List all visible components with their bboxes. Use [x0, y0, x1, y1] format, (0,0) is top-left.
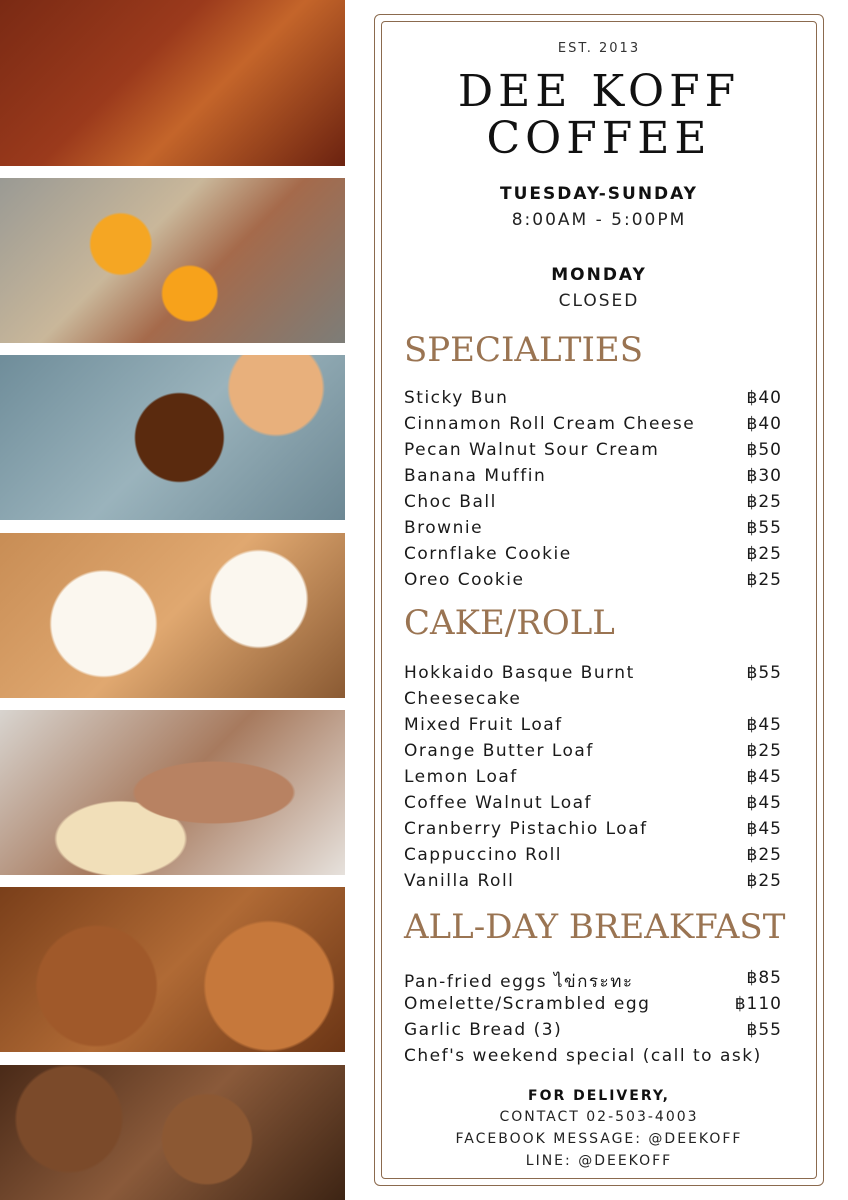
pan-fried-eggs-photo — [0, 178, 345, 343]
menu-item-price: ฿45 — [746, 715, 782, 735]
cream-cheese-rolls-photo — [0, 533, 345, 698]
menu-item-name: Hokkaido Basque Burnt — [404, 663, 635, 683]
closed-day: MONDAY — [551, 265, 647, 285]
menu-item-price: ฿45 — [746, 819, 782, 839]
cafe-name-line1: DEE KOFF — [457, 66, 741, 117]
menu-item-price: ฿40 — [746, 388, 782, 408]
menu-item-name: Cranberry Pistachio Loaf — [404, 819, 648, 839]
menu-item-price: ฿55 — [746, 518, 782, 538]
section-heading-cake-roll: CAKE/ROLL — [404, 603, 615, 643]
menu-item-name: Cornflake Cookie — [404, 544, 572, 564]
section-heading-specialties: SPECIALTIES — [404, 330, 644, 370]
menu-item-name: Banana Muffin — [404, 466, 547, 486]
menu-item-name: Vanilla Roll — [404, 871, 515, 891]
photo-column — [0, 0, 345, 1200]
menu-item-price: ฿25 — [746, 741, 782, 761]
menu-item-name: Mixed Fruit Loaf — [404, 715, 563, 735]
menu-item-price: ฿25 — [746, 845, 782, 865]
menu-item-name: Lemon Loaf — [404, 767, 518, 787]
menu-item-price: ฿25 — [746, 492, 782, 512]
menu-item-price: ฿25 — [746, 570, 782, 590]
menu-item-name: Orange Butter Loaf — [404, 741, 594, 761]
menu-item-name: Brownie — [404, 518, 484, 538]
cafe-name-line2: COFFEE — [486, 113, 712, 164]
menu-item-name: Choc Ball — [404, 492, 497, 512]
menu-item-price: ฿55 — [746, 663, 782, 683]
menu-item-price: ฿45 — [746, 767, 782, 787]
menu-item-price: ฿50 — [746, 440, 782, 460]
menu-item-name: Pecan Walnut Sour Cream — [404, 440, 660, 460]
menu-item-price: ฿110 — [734, 994, 782, 1014]
menu-item-price: ฿45 — [746, 793, 782, 813]
menu-item-name: Chef's weekend special (call to ask) — [404, 1046, 762, 1066]
menu-item-name: Omelette/Scrambled egg — [404, 994, 651, 1014]
menu-item-name: Pan-fried eggs ไข่กระทะ — [404, 972, 634, 992]
open-days: TUESDAY-SUNDAY — [500, 184, 698, 204]
established-year: EST. 2013 — [557, 41, 641, 56]
loaf-cakes-photo — [0, 0, 345, 166]
menu-item-name: Garlic Bread (3) — [404, 1020, 563, 1040]
menu-item-price: ฿55 — [746, 1020, 782, 1040]
menu-item-price: ฿30 — [746, 466, 782, 486]
delivery-label: FOR DELIVERY, — [528, 1088, 670, 1104]
muffins-photo — [0, 887, 345, 1052]
delivery-phone: CONTACT 02-503-4003 — [499, 1109, 699, 1125]
menu-item-name: Oreo Cookie — [404, 570, 525, 590]
menu-item-name: Cappuccino Roll — [404, 845, 563, 865]
menu-item-price: ฿25 — [746, 871, 782, 891]
section-heading-breakfast: ALL-DAY BREAKFAST — [404, 907, 786, 947]
menu-item-price: ฿40 — [746, 414, 782, 434]
menu-item-name: Cinnamon Roll Cream Cheese — [404, 414, 696, 434]
delivery-line-id: LINE: @DEEKOFF — [525, 1153, 673, 1169]
delivery-facebook: FACEBOOK MESSAGE: @DEEKOFF — [455, 1131, 743, 1147]
menu-item-price: ฿25 — [746, 544, 782, 564]
menu-item-name: Sticky Bun — [404, 388, 509, 408]
menu-item-name-continued: Cheesecake — [404, 689, 522, 709]
swiss-roll-photo — [0, 710, 345, 875]
menu-item-name: Coffee Walnut Loaf — [404, 793, 593, 813]
closed-label: CLOSED — [558, 291, 640, 311]
sticky-bun-photo — [0, 355, 345, 520]
cookies-photo — [0, 1065, 345, 1200]
open-hours: 8:00AM - 5:00PM — [511, 210, 687, 230]
menu-item-price: ฿85 — [746, 968, 782, 988]
